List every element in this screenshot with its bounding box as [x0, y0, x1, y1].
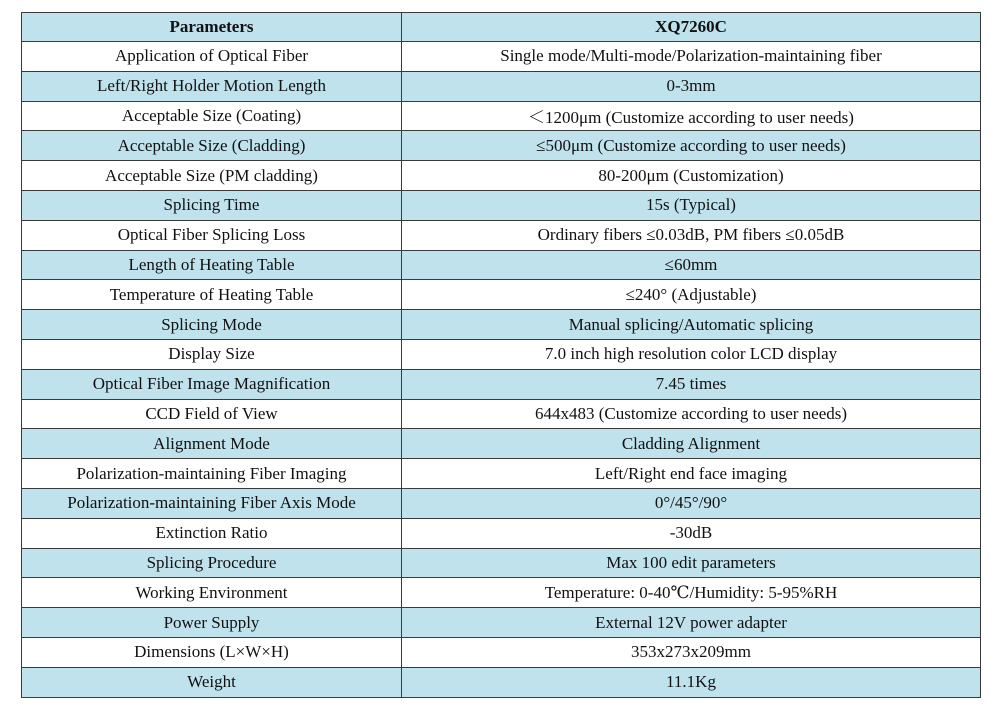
table-row — [22, 161, 981, 191]
header-parameters: Parameters — [22, 13, 402, 42]
table-row — [22, 190, 981, 220]
param-cell: Acceptable Size (Cladding) — [22, 131, 402, 161]
value-cell: 353x273x209mm — [402, 637, 981, 667]
param-cell: CCD Field of View — [22, 399, 402, 429]
value-cell: Ordinary fibers ≤0.03dB, PM fibers ≤0.05dB — [402, 220, 981, 250]
value-cell: 7.0 inch high resolution color LCD display — [402, 339, 981, 369]
table-row — [22, 667, 981, 697]
value-cell: -30dB — [402, 518, 981, 548]
value-cell: Max 100 edit parameters — [402, 548, 981, 578]
param-cell: Working Environment — [22, 578, 402, 608]
param-cell: Acceptable Size (PM cladding) — [22, 161, 402, 191]
value-cell: 0°/45°/90° — [402, 488, 981, 518]
value-cell: ＜1200μm (Customize according to user needs) — [402, 101, 981, 131]
param-cell: Extinction Ratio — [22, 518, 402, 548]
table-row — [22, 399, 981, 429]
table-row — [22, 518, 981, 548]
header-model: XQ7260C — [402, 13, 981, 42]
table-header-row — [22, 13, 981, 42]
table-row — [22, 608, 981, 638]
value-cell: ≤500μm (Customize according to user needs) — [402, 131, 981, 161]
table-row — [22, 459, 981, 489]
value-cell: Temperature: 0-40℃/Humidity: 5-95%RH — [402, 578, 981, 608]
spec-table — [21, 12, 981, 698]
value-cell: ≤240° (Adjustable) — [402, 280, 981, 310]
value-cell: Manual splicing/Automatic splicing — [402, 310, 981, 340]
param-cell: Polarization-maintaining Fiber Imaging — [22, 459, 402, 489]
param-cell: Polarization-maintaining Fiber Axis Mode — [22, 488, 402, 518]
param-cell: Display Size — [22, 339, 402, 369]
param-cell: Power Supply — [22, 608, 402, 638]
param-cell: Length of Heating Table — [22, 250, 402, 280]
param-cell: Alignment Mode — [22, 429, 402, 459]
table-row — [22, 250, 981, 280]
param-cell: Optical Fiber Image Magnification — [22, 369, 402, 399]
param-cell: Splicing Mode — [22, 310, 402, 340]
table-row — [22, 548, 981, 578]
table-row — [22, 280, 981, 310]
param-cell: Dimensions (L×W×H) — [22, 637, 402, 667]
value-cell: 7.45 times — [402, 369, 981, 399]
value-cell: 80-200μm (Customization) — [402, 161, 981, 191]
param-cell: Acceptable Size (Coating) — [22, 101, 402, 131]
value-cell: 0-3mm — [402, 71, 981, 101]
param-cell: Left/Right Holder Motion Length — [22, 71, 402, 101]
value-cell: Left/Right end face imaging — [402, 459, 981, 489]
param-cell: Splicing Procedure — [22, 548, 402, 578]
value-cell: Cladding Alignment — [402, 429, 981, 459]
table-row — [22, 220, 981, 250]
value-cell: External 12V power adapter — [402, 608, 981, 638]
param-cell: Weight — [22, 667, 402, 697]
table-row — [22, 339, 981, 369]
param-cell: Optical Fiber Splicing Loss — [22, 220, 402, 250]
table-row — [22, 369, 981, 399]
table-row — [22, 637, 981, 667]
table-row — [22, 578, 981, 608]
value-cell: ≤60mm — [402, 250, 981, 280]
table-row — [22, 42, 981, 72]
value-cell: 15s (Typical) — [402, 190, 981, 220]
table-row — [22, 101, 981, 131]
table-row — [22, 71, 981, 101]
table-row — [22, 310, 981, 340]
param-cell: Application of Optical Fiber — [22, 42, 402, 72]
value-cell: Single mode/Multi-mode/Polarization-maintaining fiber — [402, 42, 981, 72]
param-cell: Splicing Time — [22, 190, 402, 220]
table-row — [22, 488, 981, 518]
value-cell: 11.1Kg — [402, 667, 981, 697]
table-body — [22, 42, 981, 698]
table-row — [22, 429, 981, 459]
param-cell: Temperature of Heating Table — [22, 280, 402, 310]
value-cell: 644x483 (Customize according to user needs) — [402, 399, 981, 429]
table-row — [22, 131, 981, 161]
